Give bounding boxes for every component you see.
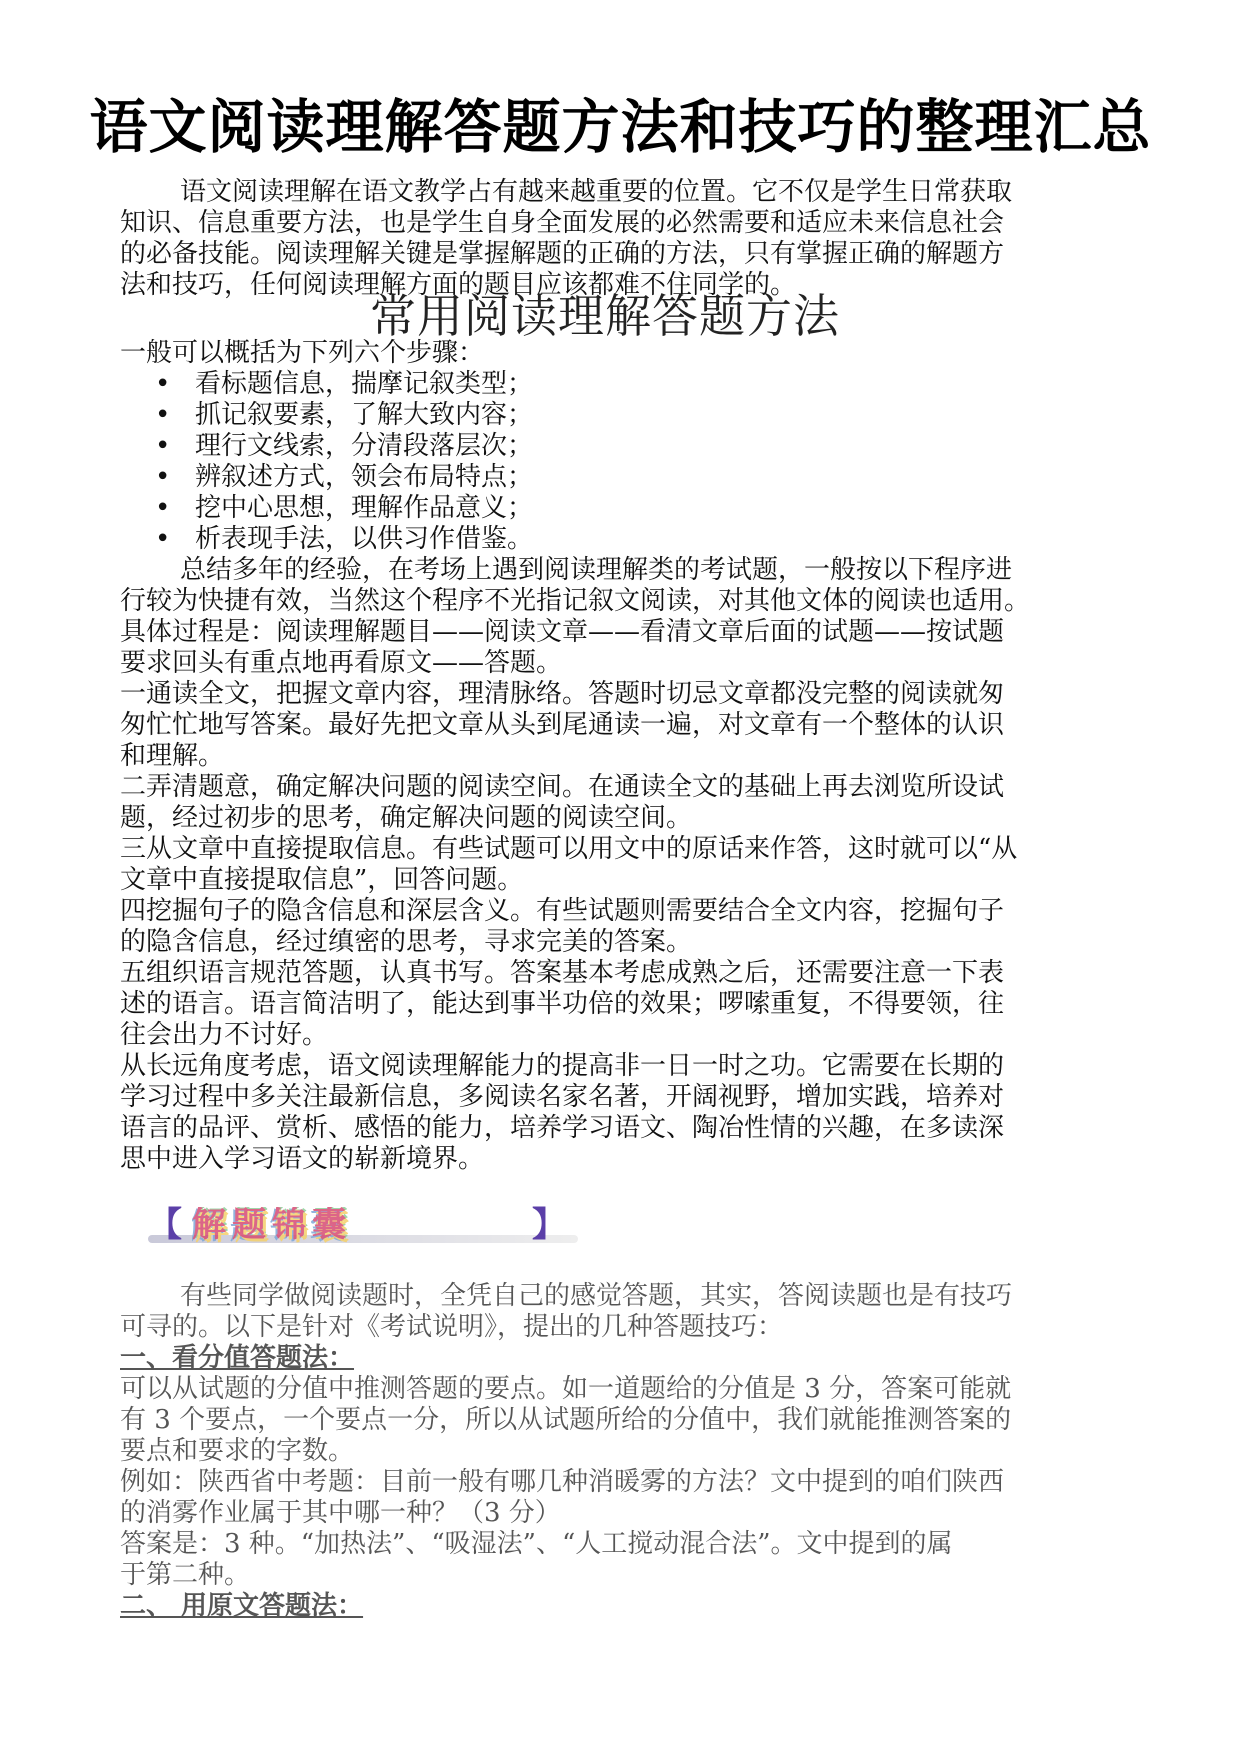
steps-intro-line: 一般可以概括为下列六个步骤：: [120, 338, 485, 368]
summary-line: 题，经过初步的思考，确定解决问题的阅读空间。: [120, 803, 693, 833]
banner-text: 解题锦囊: [192, 1207, 352, 1243]
section-1-line: 例如：陕西省中考题：目前一般有哪几种消暖雾的方法？文中提到的咱们陕西: [120, 1467, 1005, 1497]
bullet-icon: •: [155, 493, 171, 523]
step-text: 理行文线索，分清段落层次；: [195, 431, 534, 461]
section-1-line: 答案是：3 种。“加热法”、“吸湿法”、“人工搅动混合法”。文中提到的属: [120, 1529, 953, 1559]
step-text: 挖中心思想，理解作品意义；: [195, 493, 534, 523]
summary-line: 一通读全文，把握文章内容，理清脉络。答题时切忌文章都没完整的阅读就匆: [120, 679, 1005, 709]
summary-line: 往会出力不讨好。: [120, 1020, 329, 1050]
bullet-icon: •: [155, 462, 171, 492]
wordart-banner: [148, 1205, 578, 1245]
list-item: [155, 369, 955, 400]
summary-line: 思中进入学习语文的崭新境界。: [120, 1144, 485, 1174]
summary-line: 要求回头有重点地再看原文——答题。: [120, 648, 563, 678]
list-item: [155, 462, 955, 493]
summary-line: 的隐含信息，经过缜密的思考，寻求完美的答案。: [120, 927, 693, 957]
document-title: 语文阅读理解答题方法和技巧的整理汇总: [89, 93, 1152, 161]
summary-line: 述的语言。语言简洁明了，能达到事半功倍的效果；啰嗦重复，不得要领，往: [120, 989, 1005, 1019]
list-item: [155, 493, 955, 524]
step-text: 析表现手法，以供习作借鉴。: [195, 524, 534, 554]
summary-line: 五组织语言规范答题，认真书写。答案基本考虑成熟之后，还需要注意一下表: [120, 958, 1005, 988]
section-1-line: 有 3 个要点，一个要点一分，所以从试题所给的分值中，我们就能推测答案的: [120, 1405, 1012, 1435]
banner-left-bracket: 【: [148, 1205, 182, 1245]
tips-paragraph: [120, 1281, 1125, 1622]
section-1-line: 于第二种。: [120, 1560, 251, 1590]
steps-list: [155, 369, 955, 555]
intro-line: 知识、信息重要方法，也是学生自身全面发展的必然需要和适应未来信息社会: [120, 208, 1005, 238]
summary-line: 从长远角度考虑，语文阅读理解能力的提高非一日一时之功。它需要在长期的: [120, 1051, 1005, 1081]
step-text: 抓记叙要素，了解大致内容；: [195, 400, 534, 430]
bullet-icon: •: [155, 369, 171, 399]
tips-line: 可寻的。以下是针对《考试说明》，提出的几种答题技巧：: [120, 1312, 784, 1342]
summary-line: 匆忙忙地写答案。最好先把文章从头到尾通读一遍，对文章有一个整体的认识: [120, 710, 1005, 740]
summary-line: 语言的品评、赏析、感悟的能力，培养学习语文、陶冶性情的兴趣，在多读深: [120, 1113, 1005, 1143]
list-item: [155, 524, 955, 555]
summary-line: 二弄清题意，确定解决问题的阅读空间。在通读全文的基础上再去浏览所设试: [120, 772, 1005, 802]
summary-line: 具体过程是：阅读理解题目——阅读文章——看清文章后面的试题——按试题: [120, 617, 1005, 647]
list-item: [155, 400, 955, 431]
steps-intro: [120, 338, 1125, 369]
summary-line: 四挖掘句子的隐含信息和深层含义。有些试题则需要结合全文内容，挖掘句子: [120, 896, 1005, 926]
step-text: 辨叙述方式，领会布局特点；: [195, 462, 534, 492]
summary-line: 行较为快捷有效，当然这个程序不光指记叙文阅读，对其他文体的阅读也适用。: [120, 586, 1031, 616]
banner-right-bracket: 】: [532, 1205, 566, 1245]
summary-line: 和理解。: [120, 741, 225, 771]
section-heading-overlay: 常用阅读理解答题方法: [370, 289, 840, 343]
bullet-icon: •: [155, 400, 171, 430]
intro-paragraph: [120, 177, 1125, 301]
step-text: 看标题信息，揣摩记叙类型；: [195, 369, 534, 399]
intro-line: 法和技巧，任何阅读理解方面的题目应该都难不住同学的。: [120, 270, 797, 300]
bullet-icon: •: [155, 524, 171, 554]
section-1-title: 一、看分值答题法：: [120, 1343, 355, 1373]
list-item: [155, 431, 955, 462]
summary-line: 三从文章中直接提取信息。有些试题可以用文中的原话来作答，这时就可以“从: [120, 834, 1018, 864]
intro-line: 的必备技能。阅读理解关键是掌握解题的正确的方法，只有掌握正确的解题方: [120, 239, 1005, 269]
section-1-line: 的消雾作业属于其中哪一种？（3 分）: [120, 1498, 561, 1528]
summary-line: 总结多年的经验，在考场上遇到阅读理解类的考试题，一般按以下程序进: [180, 555, 1013, 585]
intro-line: 语文阅读理解在语文教学占有越来越重要的位置。它不仅是学生日常获取: [180, 177, 1013, 207]
bullet-icon: •: [155, 431, 171, 461]
section-1-line: 可以从试题的分值中推测答题的要点。如一道题给的分值是 3 分，答案可能就: [120, 1374, 1012, 1404]
tips-line: 有些同学做阅读题时，全凭自己的感觉答题，其实，答阅读题也是有技巧: [180, 1281, 1013, 1311]
summary-line: 文章中直接提取信息”，回答问题。: [120, 865, 524, 895]
section-1-line: 要点和要求的字数。: [120, 1436, 355, 1466]
summary-paragraphs: [120, 555, 1125, 1175]
section-2-title: 二、 用原文答题法：: [120, 1591, 364, 1621]
summary-line: 学习过程中多关注最新信息，多阅读名家名著，开阔视野，增加实践，培养对: [120, 1082, 1005, 1112]
